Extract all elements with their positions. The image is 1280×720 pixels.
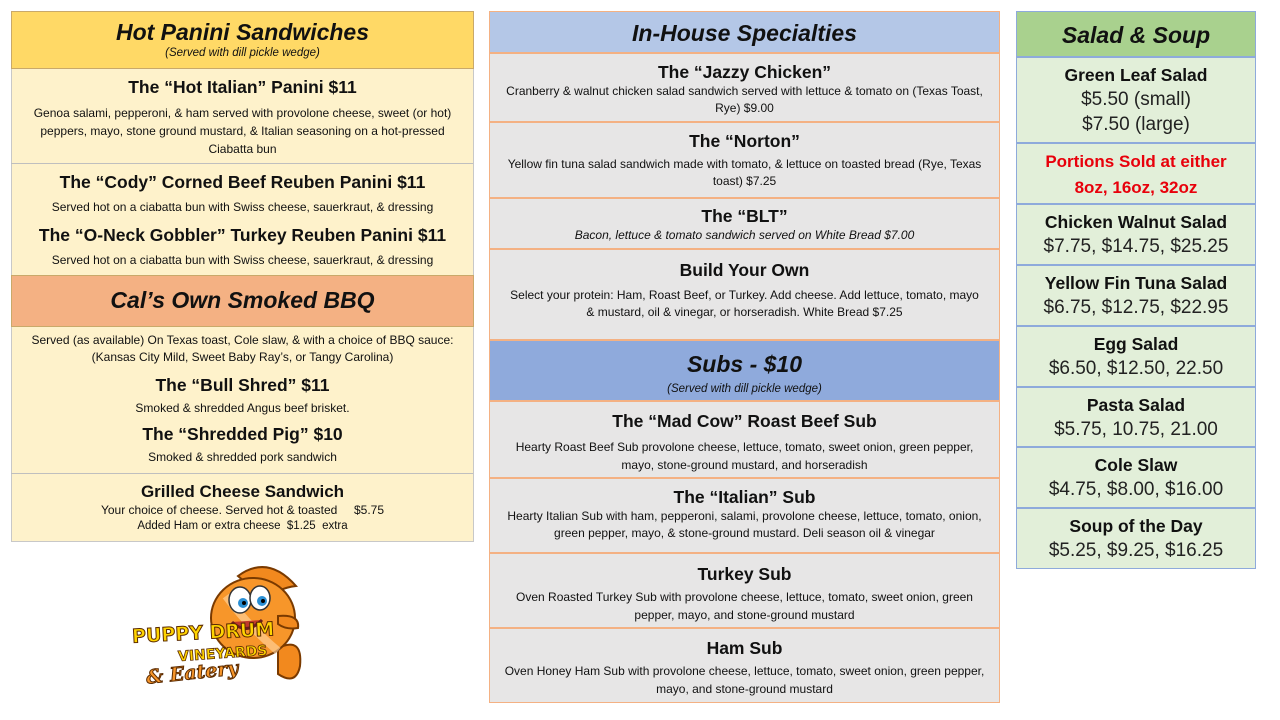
portions-note	[1016, 143, 1256, 204]
divider	[11, 473, 473, 474]
salad-soup-title: Salad & Soup	[1061, 22, 1211, 48]
item-name: Turkey Sub	[697, 564, 792, 584]
subs-subtitle: (Served with dill pickle wedge)	[667, 383, 822, 395]
item-name: Soup of the Day	[1069, 516, 1203, 536]
item-description: Served hot on a ciabatta bun with Swiss cheese, sauerkraut, & dressing	[51, 253, 434, 267]
bbq-intro-text: Served (as available) On Texas toast, Cole slaw, & with a choice of BBQ sauce: (Kansas City Mild, Sweet Baby Ray’s, or Tangy Carolina)	[31, 333, 454, 364]
bbq-header	[11, 275, 474, 327]
item-name: The “Norton”	[689, 131, 800, 151]
item-description-line2: Added Ham or extra cheese $1.25 extra	[137, 520, 348, 532]
menu-item-norton	[489, 122, 1000, 198]
item-price: $7.75, $14.75, $25.25	[1043, 236, 1229, 257]
item-description-line1: Your choice of cheese. Served hot & toasted $5.75	[100, 503, 385, 517]
item-name: Ham Sub	[706, 638, 783, 658]
menu-item-pasta-salad	[1016, 387, 1256, 447]
item-name: Build Your Own	[679, 260, 810, 280]
item-name: The “Bull Shred” $11	[155, 375, 330, 395]
logo-text-vineyards: VINEYARDS	[177, 642, 268, 666]
logo-text-puppy-drum: PUPPY DRUM	[131, 618, 275, 648]
portions-line1: Portions Sold at either	[1045, 152, 1227, 171]
menu-item-mad-cow	[489, 401, 1000, 478]
item-name: Grilled Cheese Sandwich	[140, 482, 345, 501]
menu-item-turkey-sub	[489, 553, 1000, 628]
salad-soup-header	[1016, 11, 1256, 57]
item-description: Select your protein: Ham, Roast Beef, or Turkey. Add cheese. Add lettuce, tomato, mayo & mustard, oil & vinegar, or horseradish. White Bread $7.25	[510, 288, 979, 319]
subs-title: Subs - $10	[686, 351, 803, 377]
menu-item-blt	[489, 198, 1000, 249]
hot-panini-header	[11, 11, 474, 69]
item-description: Oven Honey Ham Sub with provolone cheese, lettuce, tomato, sweet onion, green pepper, mayo, and stone-ground mustard	[504, 664, 985, 696]
item-name: Cole Slaw	[1094, 455, 1178, 475]
menu-item-italian-sub	[489, 478, 1000, 553]
item-name: The “Hot Italian” Panini $11	[128, 77, 357, 97]
menu-item-oneck-gobbler	[11, 224, 474, 269]
menu-item-shredded-pig	[11, 423, 474, 466]
divider	[11, 163, 473, 164]
menu-item-cody-reuben	[11, 171, 474, 216]
item-name: Green Leaf Salad	[1064, 65, 1208, 85]
menu-item-yellow-fin-tuna-salad	[1016, 265, 1256, 326]
item-price: $6.50, $12.50, 22.50	[1048, 358, 1224, 379]
item-description: Yellow fin tuna salad sandwich made with tomato, & lettuce on toasted bread (Rye, Texas toast) $7.25	[507, 157, 982, 188]
item-name: Pasta Salad	[1086, 395, 1186, 415]
subs-header	[489, 340, 1000, 401]
menu-item-build-your-own	[489, 249, 1000, 340]
hot-panini-title: Hot Panini Sandwiches	[115, 19, 370, 45]
item-price-large: $7.50 (large)	[1082, 114, 1190, 135]
puppy-drum-logo	[128, 556, 318, 696]
menu-item-egg-salad	[1016, 326, 1256, 387]
item-price-small: $5.50 (small)	[1081, 89, 1191, 110]
item-description: Bacon, lettuce & tomato sandwich served on White Bread $7.00	[574, 228, 915, 242]
item-description: Cranberry & walnut chicken salad sandwich served with lettuce & tomato on (Texas Toast, Rye) $9.00	[506, 84, 983, 115]
item-description: Smoked & shredded Angus beef brisket.	[135, 401, 350, 415]
menu-item-green-leaf-salad	[1016, 57, 1256, 143]
menu-item-jazzy-chicken	[489, 53, 1000, 122]
item-name: Yellow Fin Tuna Salad	[1044, 273, 1228, 293]
specialties-title: In-House Specialties	[632, 20, 857, 46]
item-name: The “Mad Cow” Roast Beef Sub	[612, 411, 877, 431]
item-name: The “Shredded Pig” $10	[142, 424, 343, 444]
portions-line2: 8oz, 16oz, 32oz	[1074, 178, 1198, 197]
item-description: Oven Roasted Turkey Sub with provolone cheese, lettuce, tomato, sweet onion, green pepper, mayo, and stone-ground mustard	[516, 590, 973, 622]
item-name: The “Jazzy Chicken”	[657, 62, 832, 82]
item-price: $5.75, 10.75, 21.00	[1054, 419, 1218, 440]
item-name: The “O-Neck Gobbler” Turkey Reuben Panini $11	[38, 225, 447, 245]
logo-text-eatery: & Eatery	[145, 657, 240, 689]
item-name: The “BLT”	[701, 206, 788, 226]
item-description: Smoked & shredded pork sandwich	[148, 450, 337, 464]
hot-panini-subtitle: (Served with dill pickle wedge)	[165, 47, 320, 59]
menu-item-soup-of-the-day	[1016, 508, 1256, 569]
menu-item-cole-slaw	[1016, 447, 1256, 508]
item-description: Served hot on a ciabatta bun with Swiss cheese, sauerkraut, & dressing	[51, 200, 434, 214]
item-name: Chicken Walnut Salad	[1044, 212, 1228, 232]
bbq-intro	[11, 332, 474, 366]
item-description: Genoa salami, pepperoni, & ham served with provolone cheese, sweet (or hot) peppers, mayo, stone ground mustard, & Italian seasoning on a hot-pressed Ciabatta bun	[33, 106, 452, 156]
menu-item-bull-shred	[11, 374, 474, 417]
menu-item-hot-italian	[11, 76, 474, 158]
item-name: The “Cody” Corned Beef Reuben Panini $11	[59, 172, 426, 192]
item-name: The “Italian” Sub	[673, 487, 816, 507]
item-name: Egg Salad	[1093, 334, 1179, 354]
specialties-header	[489, 11, 1000, 53]
item-description: Hearty Italian Sub with ham, pepperoni, salami, provolone cheese, lettuce, tomato, onion, green pepper, mayo, & stone-ground mustard. Deli season oil & vinegar	[507, 509, 982, 540]
item-price: $6.75, $12.75, $22.95	[1043, 297, 1229, 318]
menu-item-grilled-cheese	[11, 482, 474, 534]
item-description: Hearty Roast Beef Sub provolone cheese, lettuce, tomato, sweet onion, green pepper, mayo, stone-ground mustard, and horseradish	[515, 440, 974, 472]
menu-item-ham-sub	[489, 628, 1000, 703]
item-price: $5.25, $9.25, $16.25	[1048, 540, 1224, 561]
bbq-title: Cal’s Own Smoked BBQ	[110, 287, 375, 313]
menu-item-chicken-walnut-salad	[1016, 204, 1256, 265]
item-price: $4.75, $8.00, $16.00	[1048, 479, 1224, 500]
